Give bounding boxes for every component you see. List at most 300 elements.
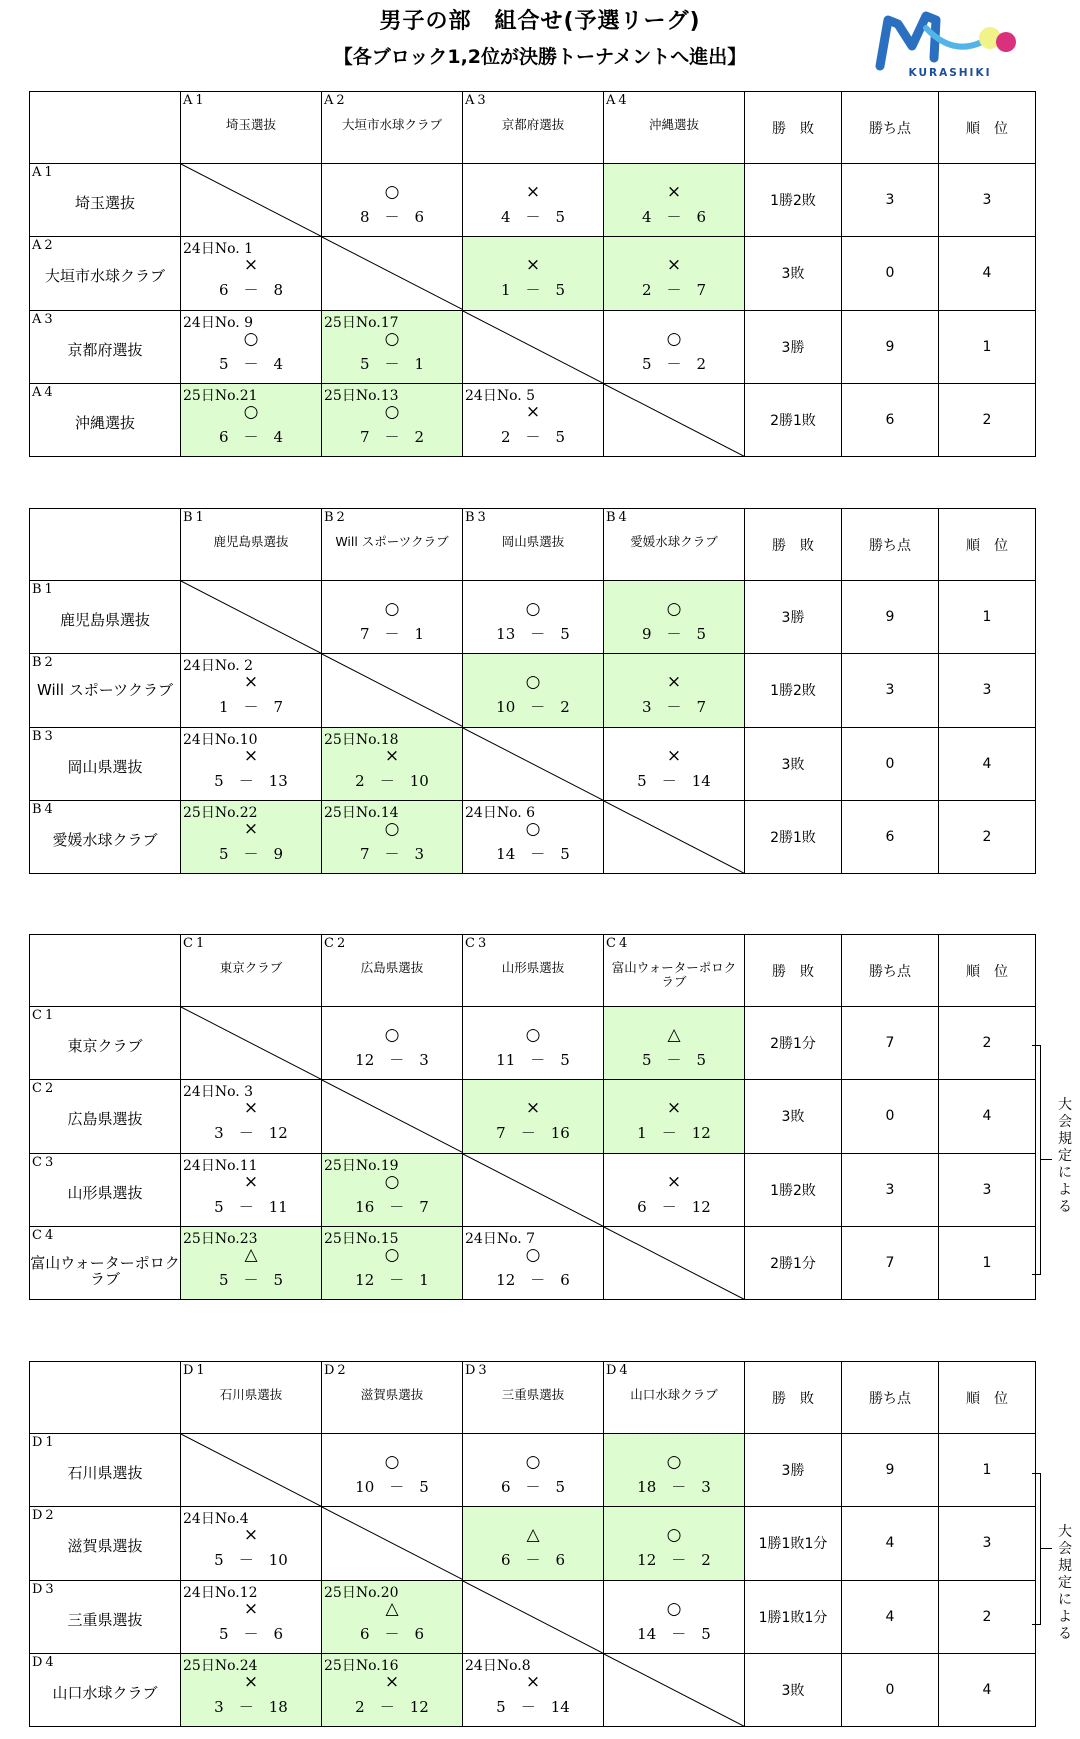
stat-header: 勝 敗	[745, 935, 842, 1007]
match-score: 10 － 5	[355, 1478, 429, 1497]
match-cell	[322, 310, 463, 383]
column-header	[463, 1362, 604, 1434]
team-id: B4	[32, 801, 56, 817]
win-loss-record: 2勝1敗	[745, 800, 842, 873]
match-cell	[181, 727, 322, 800]
row-header	[30, 310, 181, 383]
rank: 2	[939, 1580, 1036, 1653]
column-header	[322, 92, 463, 164]
result-symbol: ×	[666, 1171, 682, 1192]
column-team-name: 埼玉選抜	[225, 117, 276, 132]
team-id: D4	[32, 1654, 57, 1670]
match-score: 5 － 14	[496, 1697, 570, 1716]
row-team-name: 東京クラブ	[67, 1037, 143, 1056]
result-symbol: ×	[384, 1671, 400, 1692]
rank: 2	[939, 800, 1036, 873]
match-cell	[181, 237, 322, 310]
diagonal-line	[181, 164, 321, 236]
win-loss-record: 3勝	[745, 581, 842, 654]
match-cell	[322, 383, 463, 456]
result-symbol: △	[244, 1244, 258, 1265]
match-cell	[322, 1653, 463, 1726]
result-symbol: ×	[525, 255, 541, 276]
match-cell	[604, 727, 745, 800]
game-number: 24日No.4	[183, 1511, 249, 1528]
column-team-name: 山口水球クラブ	[630, 1387, 718, 1402]
diagonal-line	[463, 1581, 603, 1653]
column-team-name: 岡山県選抜	[501, 534, 565, 549]
team-id: B1	[183, 510, 207, 525]
match-score: 8 － 6	[359, 208, 425, 227]
stat-header: 順 位	[939, 509, 1036, 581]
team-row	[30, 237, 1036, 310]
game-number: 25日No.14	[324, 804, 399, 821]
team-id: B3	[32, 728, 56, 744]
column-header	[181, 509, 322, 581]
diagonal-line	[604, 384, 744, 456]
league-block	[29, 91, 1031, 457]
column-team-name: 滋賀県選抜	[360, 1387, 424, 1402]
team-id: B2	[32, 655, 56, 671]
points: 0	[842, 237, 939, 310]
column-header	[604, 92, 745, 164]
note-bracket-c	[1032, 1045, 1041, 1275]
self-match-cell	[181, 1007, 322, 1080]
stat-header: 勝 敗	[745, 509, 842, 581]
match-score: 6 － 4	[218, 427, 284, 446]
match-score: 5 － 2	[641, 354, 707, 373]
column-team-name: 京都府選抜	[501, 117, 565, 132]
column-team-name: 愛媛水球クラブ	[630, 534, 718, 549]
game-number: 25日No.19	[324, 1157, 399, 1174]
match-score: 5 － 9	[218, 844, 284, 863]
self-match-cell	[322, 654, 463, 727]
self-match-cell	[463, 727, 604, 800]
match-cell	[604, 310, 745, 383]
row-team-name: 石川県選抜	[67, 1464, 143, 1483]
row-header	[30, 654, 181, 727]
tiebreak-note-c: 大会規定による	[1058, 1097, 1072, 1215]
row-header	[30, 1007, 181, 1080]
win-loss-record: 1勝2敗	[745, 164, 842, 237]
match-cell	[463, 581, 604, 654]
result-symbol: ×	[525, 401, 541, 422]
win-loss-record: 1勝1敗1分	[745, 1580, 842, 1653]
points: 6	[842, 383, 939, 456]
team-row	[30, 1653, 1036, 1726]
win-loss-record: 3勝	[745, 1434, 842, 1507]
result-symbol: ×	[525, 1671, 541, 1692]
row-team-name: 沖縄選抜	[74, 413, 135, 432]
rank: 3	[939, 1153, 1036, 1226]
points: 3	[842, 164, 939, 237]
rank: 1	[939, 581, 1036, 654]
points: 6	[842, 800, 939, 873]
result-symbol: ○	[666, 1452, 682, 1473]
match-score: 7 － 3	[359, 844, 425, 863]
game-number: 24日No.8	[465, 1657, 531, 1674]
win-loss-record: 1勝2敗	[745, 654, 842, 727]
row-header	[30, 1153, 181, 1226]
match-score: 2 － 7	[641, 281, 707, 300]
team-row	[30, 1580, 1036, 1653]
match-score: 5 － 5	[641, 1051, 707, 1070]
match-cell	[181, 1226, 322, 1299]
match-cell	[463, 1226, 604, 1299]
match-score: 3 － 12	[214, 1124, 288, 1143]
self-match-cell	[322, 1507, 463, 1580]
match-score: 18 － 3	[637, 1478, 711, 1497]
team-row	[30, 1153, 1036, 1226]
match-cell	[463, 383, 604, 456]
column-team-name: 鹿児島県選抜	[213, 534, 289, 549]
row-team-name: 三重県選抜	[67, 1610, 143, 1629]
row-header	[30, 237, 181, 310]
result-symbol: ○	[384, 599, 400, 620]
team-id: A4	[606, 93, 630, 108]
result-symbol: ×	[243, 745, 259, 766]
match-score: 6 － 12	[637, 1197, 711, 1216]
match-cell	[463, 1080, 604, 1153]
page-subtitle: 【各ブロック1,2位が決勝トーナメントへ進出】	[333, 46, 747, 68]
self-match-cell	[463, 310, 604, 383]
match-score: 12 － 6	[496, 1270, 570, 1289]
diagonal-line	[322, 654, 462, 726]
team-row	[30, 164, 1036, 237]
result-symbol: ×	[243, 1171, 259, 1192]
self-match-cell	[181, 581, 322, 654]
match-cell	[322, 727, 463, 800]
result-symbol: ×	[525, 1098, 541, 1119]
row-team-name: 大垣市水球クラブ	[44, 267, 165, 286]
team-id: B3	[465, 510, 489, 525]
game-number: 25日No.23	[183, 1230, 258, 1247]
column-header	[604, 935, 745, 1007]
match-score: 6 － 8	[218, 281, 284, 300]
column-header	[463, 92, 604, 164]
game-number: 24日No. 3	[183, 1084, 254, 1101]
corner-cell	[30, 92, 181, 164]
match-cell	[604, 1080, 745, 1153]
match-score: 11 － 5	[496, 1051, 570, 1070]
self-match-cell	[322, 1080, 463, 1153]
match-score: 5 － 4	[218, 354, 284, 373]
game-number: 24日No.10	[183, 731, 258, 748]
team-id: D3	[465, 1363, 490, 1378]
match-score: 10 － 2	[496, 698, 570, 717]
game-number: 24日No.11	[183, 1157, 258, 1174]
team-id: D2	[32, 1508, 57, 1524]
self-match-cell	[463, 1580, 604, 1653]
match-score: 5 － 1	[359, 354, 425, 373]
match-cell	[463, 164, 604, 237]
rank: 4	[939, 237, 1036, 310]
match-score: 2 － 5	[500, 427, 566, 446]
column-team-name: 東京クラブ	[219, 960, 283, 975]
team-id: D3	[32, 1581, 57, 1597]
team-id: C2	[32, 1081, 57, 1097]
match-cell	[463, 1434, 604, 1507]
column-team-name: 山形県選抜	[501, 960, 565, 975]
game-number: 24日No. 9	[183, 314, 254, 331]
win-loss-record: 2勝1敗	[745, 383, 842, 456]
row-header	[30, 383, 181, 456]
match-score: 13 － 5	[496, 625, 570, 644]
points: 3	[842, 1153, 939, 1226]
league-block	[29, 508, 1031, 874]
match-score: 1 － 7	[218, 698, 284, 717]
self-match-cell	[604, 800, 745, 873]
column-header	[322, 509, 463, 581]
result-symbol: ×	[666, 672, 682, 693]
league-block	[29, 1361, 1031, 1727]
note-bracket-d	[1032, 1473, 1041, 1625]
result-symbol: ○	[384, 1244, 400, 1265]
result-symbol: ×	[666, 1098, 682, 1119]
self-match-cell	[604, 1226, 745, 1299]
result-symbol: ○	[525, 1452, 541, 1473]
game-number: 24日No. 7	[465, 1230, 536, 1247]
column-header	[322, 935, 463, 1007]
rank: 3	[939, 1507, 1036, 1580]
row-header	[30, 800, 181, 873]
diagonal-line	[604, 1654, 744, 1726]
match-cell	[463, 1007, 604, 1080]
rank: 2	[939, 383, 1036, 456]
stat-header: 順 位	[939, 1362, 1036, 1434]
diagonal-line	[604, 1227, 744, 1299]
row-team-name: 山口水球クラブ	[52, 1683, 158, 1702]
game-number: 25日No.24	[183, 1657, 258, 1674]
game-number: 24日No. 1	[183, 241, 254, 258]
row-team-name: 愛媛水球クラブ	[52, 830, 158, 849]
game-number: 25日No.16	[324, 1657, 399, 1674]
match-cell	[322, 800, 463, 873]
corner-cell	[30, 935, 181, 1007]
team-row	[30, 581, 1036, 654]
self-match-cell	[181, 1434, 322, 1507]
result-symbol: ×	[243, 1098, 259, 1119]
rank: 1	[939, 1226, 1036, 1299]
team-id: C1	[32, 1008, 57, 1024]
team-row	[30, 310, 1036, 383]
kurashiki-logo	[872, 6, 1032, 80]
row-team-name: 埼玉選抜	[74, 194, 135, 213]
match-score: 5 － 6	[218, 1624, 284, 1643]
team-id: A1	[183, 93, 207, 108]
team-id: B1	[32, 582, 56, 598]
team-id: C3	[465, 936, 490, 951]
match-cell	[181, 1653, 322, 1726]
diagonal-line	[463, 311, 603, 383]
note-tick-c	[1040, 1159, 1052, 1160]
row-header	[30, 581, 181, 654]
team-id: B4	[606, 510, 630, 525]
match-score: 4 － 6	[641, 208, 707, 227]
match-cell	[463, 1507, 604, 1580]
rank: 1	[939, 310, 1036, 383]
self-match-cell	[181, 164, 322, 237]
team-id: A3	[465, 93, 489, 108]
result-symbol: ○	[384, 818, 400, 839]
diagonal-line	[322, 1080, 462, 1152]
team-row	[30, 800, 1036, 873]
match-score: 2 － 10	[355, 771, 429, 790]
game-number: 25日No.15	[324, 1230, 399, 1247]
match-cell	[322, 1007, 463, 1080]
row-team-name: 山形県選抜	[67, 1183, 143, 1202]
row-team-name: 京都府選抜	[67, 340, 143, 359]
game-number: 25日No.20	[324, 1584, 399, 1601]
note-tick-d	[1040, 1548, 1052, 1549]
self-match-cell	[463, 1153, 604, 1226]
self-match-cell	[604, 383, 745, 456]
points: 0	[842, 1080, 939, 1153]
result-symbol: ○	[525, 1025, 541, 1046]
match-score: 7 － 16	[496, 1124, 570, 1143]
result-symbol: ○	[243, 401, 259, 422]
column-team-name: 沖縄選抜	[648, 117, 699, 132]
corner-cell	[30, 1362, 181, 1434]
match-cell	[604, 237, 745, 310]
match-score: 12 － 3	[355, 1051, 429, 1070]
row-header	[30, 1580, 181, 1653]
result-symbol: △	[526, 1525, 540, 1546]
win-loss-record: 1勝2敗	[745, 1153, 842, 1226]
diagonal-line	[181, 581, 321, 653]
match-score: 1 － 5	[500, 281, 566, 300]
stat-header: 順 位	[939, 935, 1036, 1007]
match-cell	[463, 800, 604, 873]
team-row	[30, 1080, 1036, 1153]
team-id: D2	[324, 1363, 349, 1378]
row-header	[30, 1507, 181, 1580]
game-number: 25日No.17	[324, 314, 399, 331]
row-team-name: Will スポーツクラブ	[36, 681, 174, 700]
column-header	[181, 92, 322, 164]
points: 3	[842, 654, 939, 727]
match-cell	[604, 164, 745, 237]
match-cell	[181, 1153, 322, 1226]
self-match-cell	[604, 1653, 745, 1726]
win-loss-record: 2勝1分	[745, 1226, 842, 1299]
row-header	[30, 1080, 181, 1153]
rank: 4	[939, 1080, 1036, 1153]
result-symbol: ○	[525, 672, 541, 693]
match-cell	[604, 1580, 745, 1653]
result-symbol: ○	[525, 1244, 541, 1265]
result-symbol: ×	[243, 672, 259, 693]
match-score: 2 － 12	[355, 1697, 429, 1716]
win-loss-record: 3勝	[745, 310, 842, 383]
win-loss-record: 3敗	[745, 1080, 842, 1153]
result-symbol: ○	[384, 1452, 400, 1473]
match-score: 6 － 5	[500, 1478, 566, 1497]
result-symbol: ×	[243, 255, 259, 276]
diagonal-line	[463, 728, 603, 800]
result-symbol: △	[385, 1598, 399, 1619]
column-team-name: 三重県選抜	[501, 1387, 565, 1402]
result-symbol: ○	[525, 818, 541, 839]
match-score: 6 － 6	[359, 1624, 425, 1643]
result-symbol: ○	[666, 1598, 682, 1619]
game-number: 25日No.13	[324, 387, 399, 404]
result-symbol: ○	[384, 1025, 400, 1046]
diagonal-line	[181, 1007, 321, 1079]
rank: 3	[939, 654, 1036, 727]
team-id: C2	[324, 936, 349, 951]
match-cell	[181, 1580, 322, 1653]
team-id: D1	[183, 1363, 208, 1378]
match-score: 12 － 2	[637, 1551, 711, 1570]
row-team-name: 滋賀県選抜	[67, 1537, 143, 1556]
match-cell	[322, 1434, 463, 1507]
points: 9	[842, 1434, 939, 1507]
row-header	[30, 1226, 181, 1299]
diagonal-line	[322, 1507, 462, 1579]
match-score: 5 － 10	[214, 1551, 288, 1570]
match-cell	[322, 1226, 463, 1299]
game-number: 24日No. 5	[465, 387, 536, 404]
match-cell	[181, 310, 322, 383]
match-score: 3 － 18	[214, 1697, 288, 1716]
match-cell	[604, 1507, 745, 1580]
column-header	[463, 509, 604, 581]
result-symbol: ×	[666, 255, 682, 276]
result-symbol: ×	[666, 745, 682, 766]
stat-header: 勝ち点	[842, 509, 939, 581]
page-title: 男子の部 組合せ(予選リーグ)	[379, 9, 701, 34]
match-cell	[181, 1507, 322, 1580]
rank: 1	[939, 1434, 1036, 1507]
points: 0	[842, 1653, 939, 1726]
result-symbol: ○	[243, 328, 259, 349]
match-score: 7 － 1	[359, 625, 425, 644]
match-cell	[322, 1580, 463, 1653]
team-id: A4	[32, 384, 56, 400]
column-header	[604, 509, 745, 581]
match-cell	[322, 164, 463, 237]
team-row	[30, 383, 1036, 456]
win-loss-record: 3敗	[745, 727, 842, 800]
win-loss-record: 2勝1分	[745, 1007, 842, 1080]
points: 9	[842, 310, 939, 383]
column-header	[604, 1362, 745, 1434]
team-row	[30, 1007, 1036, 1080]
result-symbol: ×	[243, 818, 259, 839]
win-loss-record: 1勝1敗1分	[745, 1507, 842, 1580]
result-symbol: ×	[243, 1598, 259, 1619]
column-header	[322, 1362, 463, 1434]
team-id: A2	[324, 93, 348, 108]
game-number: 25日No.21	[183, 387, 258, 404]
diagonal-line	[181, 1434, 321, 1506]
match-score: 12 － 1	[355, 1270, 429, 1289]
self-match-cell	[322, 237, 463, 310]
match-score: 5 － 14	[637, 771, 711, 790]
team-id: A1	[32, 165, 56, 181]
team-id: C4	[606, 936, 631, 951]
match-cell	[463, 1653, 604, 1726]
match-cell	[322, 581, 463, 654]
row-header	[30, 164, 181, 237]
stat-header: 勝ち点	[842, 935, 939, 1007]
result-symbol: ○	[384, 401, 400, 422]
match-cell	[604, 654, 745, 727]
row-team-name: 富山ウォーターポロクラブ	[30, 1253, 180, 1288]
match-score: 5 － 5	[218, 1270, 284, 1289]
column-team-name: 富山ウォーターポロクラブ	[611, 960, 737, 989]
